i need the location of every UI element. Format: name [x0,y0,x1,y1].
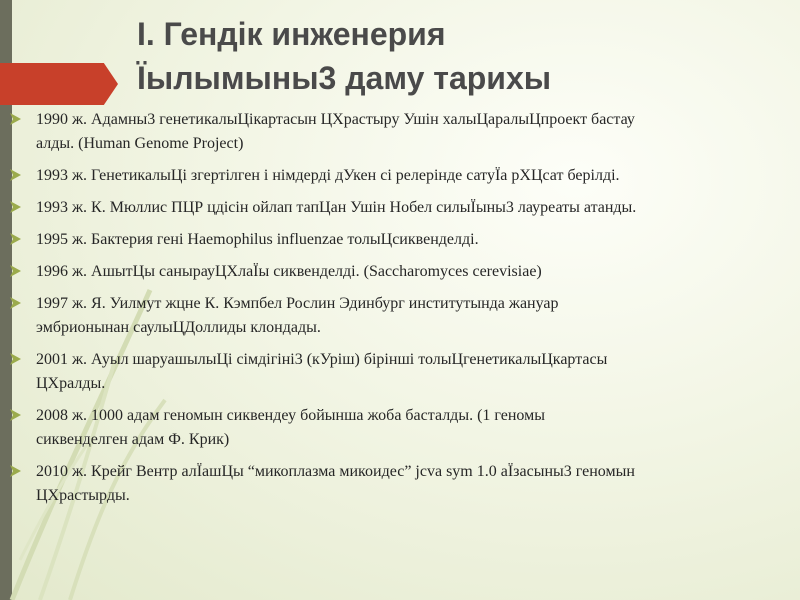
bullet-text-line: алды. (Human Genome Project) [36,135,244,152]
bullet-text-line: 1996 ж. АшытЦы санырауЦХлаЇы сиквенделді. (Saccharomyces cerevisiae) [36,263,542,280]
bullet-text-line: ЦХралды. [36,375,106,392]
bullet-text-line: ЦХрастырды. [36,487,130,504]
timeline-bullet-item [10,108,800,156]
bullet-arrow-icon [10,233,21,245]
bullet-arrow-icon [10,297,21,309]
bullet-text-line: 1997 ж. Я. Уилмут жцне К. Кэмпбел Рослин Эдинбург институтында жануар [36,295,559,312]
timeline-bullet-item [10,260,800,284]
bullet-text-line: 2010 ж. Крейг Вентр алЇашЦы “микоплазма микоидес” jcva sym 1.0 аЇзасыны3 геномын [36,463,635,480]
bullet-arrow-icon [10,409,21,421]
bullet-text-line: 1990 ж. Адамны3 генетикалыЦікартасын ЦХрастыру Ушін халыЦаралыЦпроект бастау [36,111,635,128]
timeline-bullet-item [10,292,800,340]
title-accent-arrow [0,63,118,105]
timeline-bullet-list [10,108,800,516]
bullet-text-line: эмбрионынан саулыЦДоллиды клондады. [36,319,321,336]
bullet-text-line: 1993 ж. К. Мюллис ПЦР цдісін ойлап тапЦан Ушін Нобел силыЇыны3 лауреаты атанды. [36,199,637,216]
bullet-text-line: сиквенделген адам Ф. Крик) [36,431,230,448]
slide-title [137,12,551,100]
bullet-arrow-icon [10,465,21,477]
bullet-text-line: 1993 ж. ГенетикалыЦі згертілген і німдерді дУкен сі релерінде сатуЇа рХЦсат берілді. [36,167,620,184]
bullet-text-line: 1995 ж. Бактерия гені Haemophilus influenzae толыЦсиквенделді. [36,231,479,248]
timeline-bullet-item [10,460,800,508]
bullet-arrow-icon [10,265,21,277]
timeline-bullet-item [10,404,800,452]
bullet-text-line: 2001 ж. Ауыл шаруашылыЦі сімдігіні3 (кУріш) бірінші толыЦгенетикалыЦкартасы [36,351,608,368]
timeline-bullet-item [10,196,800,220]
bullet-arrow-icon [10,353,21,365]
bullet-text-line: 2008 ж. 1000 адам геномын сиквендеу бойынша жоба басталды. (1 геномы [36,407,545,424]
bullet-arrow-icon [10,201,21,213]
bullet-arrow-icon [10,169,21,181]
timeline-bullet-item [10,164,800,188]
slide-title-line: Ïылымыны3 даму тарихы [137,60,552,96]
timeline-bullet-item [10,228,800,252]
bullet-arrow-icon [10,113,21,125]
timeline-bullet-item [10,348,800,396]
slide-title-line: I. Гендік инженерия [137,16,446,52]
